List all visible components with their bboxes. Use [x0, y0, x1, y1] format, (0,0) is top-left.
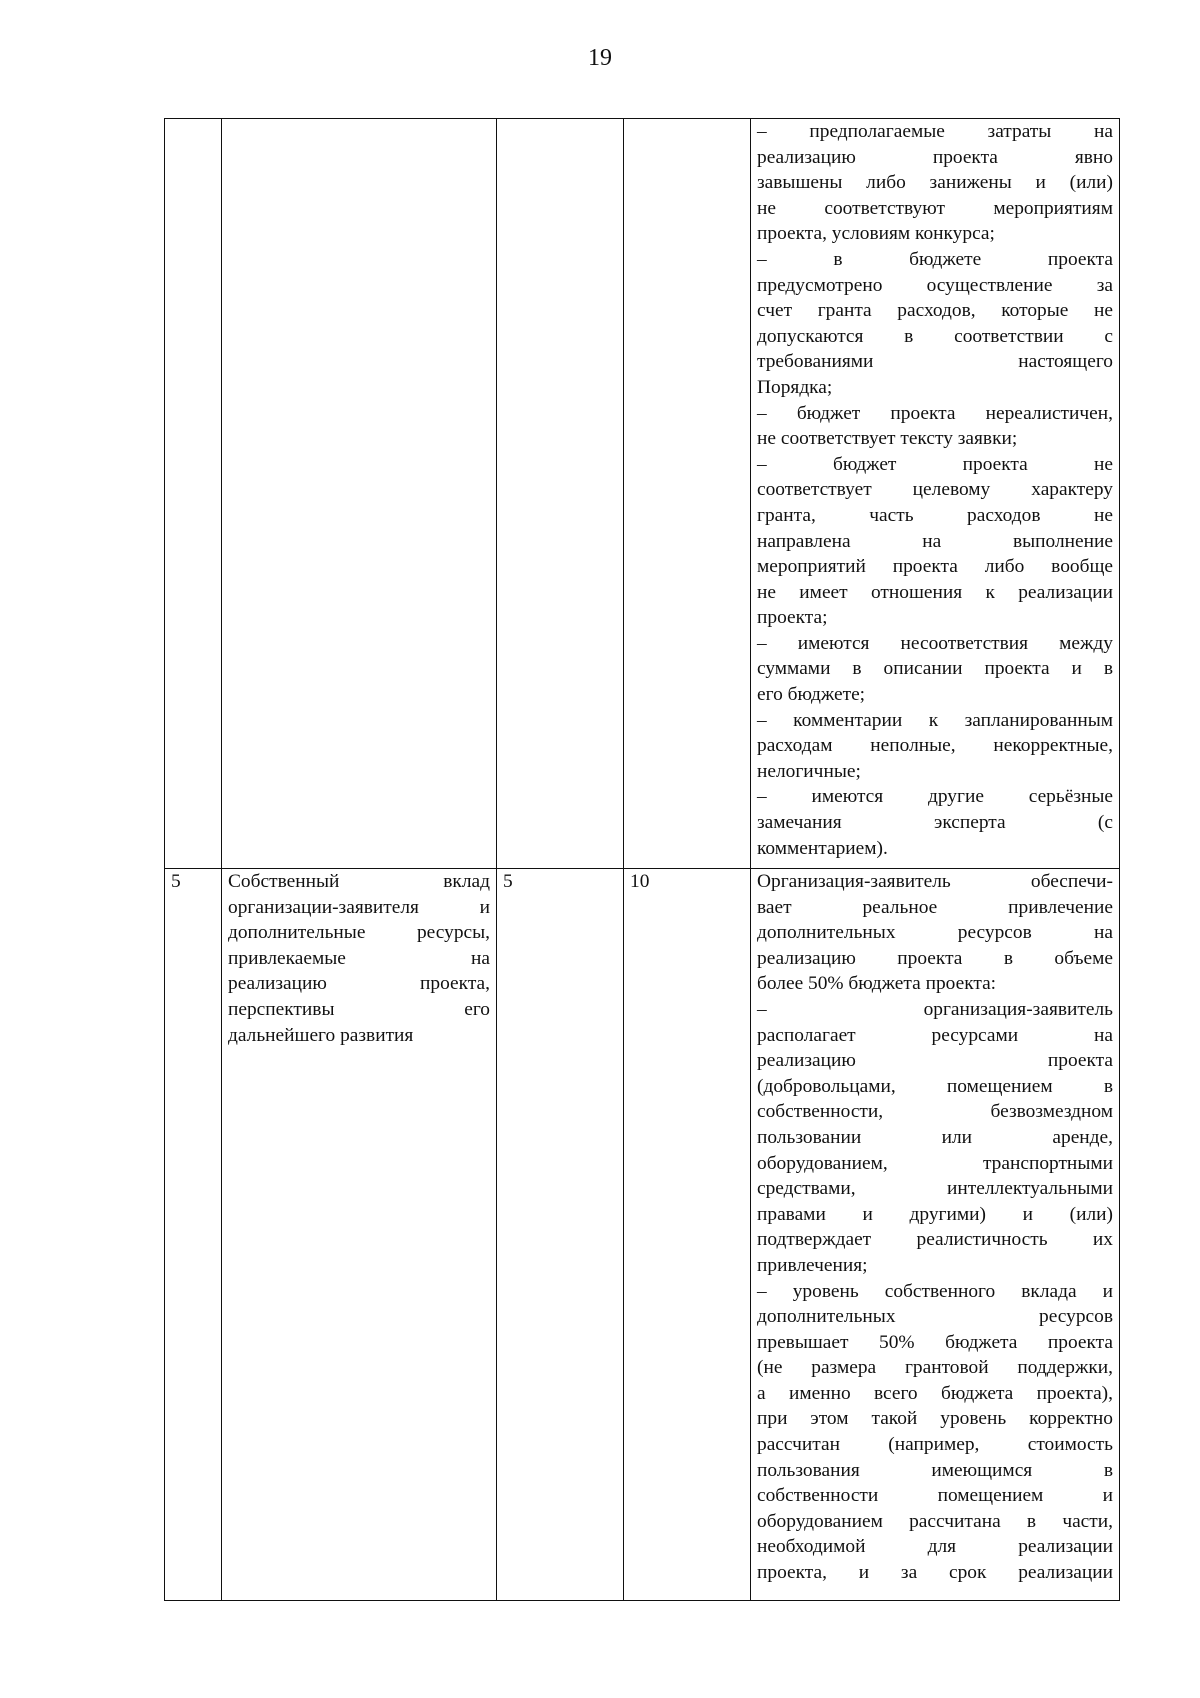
text-line: а именно всего бюджета проекта),	[757, 1382, 1113, 1404]
text-line: (не размера грантовой поддержки,	[757, 1357, 1113, 1379]
text-line: не соответствуют мероприятиям	[757, 197, 1113, 219]
text-line: – предполагаемые затраты на	[757, 121, 1113, 142]
text-line: правами и другими) и (или)	[757, 1203, 1113, 1225]
text-line: направлена на выполнение	[757, 530, 1113, 552]
cell-criterion	[222, 119, 497, 869]
text-line: средствами, интеллектуальными	[757, 1178, 1113, 1200]
text-line: требованиями настоящего	[757, 351, 1113, 373]
text-line: Собственный вклад	[228, 871, 490, 892]
text-line: суммами в описании проекта и в	[757, 658, 1113, 680]
text-line: привлечения;	[757, 1254, 868, 1276]
text-line: комментарием).	[757, 837, 888, 859]
text-line: привлекаемые на	[228, 947, 490, 969]
cell-number	[165, 119, 222, 869]
text-line: проекта, условиям конкурса;	[757, 223, 995, 245]
text-line: не имеет отношения к реализации	[757, 581, 1113, 603]
text-line: предусмотрено осуществление за	[757, 274, 1113, 296]
text-line: замечания эксперта (с	[757, 812, 1113, 834]
text-line: допускаются в соответствии с	[757, 325, 1113, 347]
cell-min-score: 5	[497, 869, 624, 1601]
text-line: его бюджете;	[757, 684, 866, 706]
text-line: реализацию проекта	[757, 1050, 1113, 1072]
cell-max-score: 10	[624, 869, 751, 1601]
criteria-table	[164, 118, 1120, 1601]
text-line: дополнительные ресурсы,	[228, 922, 490, 944]
text-line: дальнейшего развития	[228, 1024, 414, 1046]
text-line: соответствует целевому характеру	[757, 479, 1113, 501]
text-line: пользования имеющимся в	[757, 1459, 1113, 1481]
table-row-5	[165, 869, 1120, 1601]
text-line: более 50% бюджета проекта:	[757, 973, 997, 995]
text-line: Организация-заявитель обеспечи-	[757, 871, 1113, 892]
text-line: при этом такой уровень корректно	[757, 1408, 1113, 1430]
text-line: нелогичные;	[757, 760, 861, 782]
text-line: не соответствует тексту заявки;	[757, 428, 1018, 450]
text-line: вает реальное привлечение	[757, 896, 1113, 918]
text-line: Порядка;	[757, 376, 833, 398]
text-line: необходимой для реализации	[757, 1536, 1113, 1558]
text-line: рассчитан (например, стоимость	[757, 1434, 1113, 1456]
text-line: превышает 50% бюджета проекта	[757, 1331, 1113, 1353]
text-line: расходам неполные, некорректные,	[757, 735, 1113, 757]
text-line: – имеются несоответствия между	[757, 632, 1113, 654]
cell-description	[751, 869, 1120, 1601]
text-line: дополнительных ресурсов	[757, 1306, 1113, 1328]
text-line: дополнительных ресурсов на	[757, 922, 1113, 944]
text-line: реализацию проекта,	[228, 973, 490, 995]
text-line: – комментарии к запланированным	[757, 709, 1113, 731]
text-line: организации-заявителя и	[228, 896, 490, 918]
text-line: – бюджет проекта не	[757, 453, 1113, 475]
text-line: оборудованием, транспортными	[757, 1152, 1113, 1174]
cell-number: 5	[165, 869, 222, 1601]
text-line: – организация-заявитель	[757, 998, 1113, 1020]
cell-criterion	[222, 869, 497, 1601]
text-line: (добровольцами, помещением в	[757, 1075, 1113, 1097]
cell-max-score	[624, 119, 751, 869]
text-line: завышены либо занижены и (или)	[757, 172, 1113, 194]
text-line: – в бюджете проекта	[757, 248, 1113, 270]
text-line: перспективы его	[228, 998, 490, 1020]
page-number: 19	[588, 45, 612, 71]
text-line: проекта, и за срок реализации	[757, 1562, 1113, 1584]
text-line: располагает ресурсами на	[757, 1024, 1113, 1046]
text-line: оборудованием рассчитана в части,	[757, 1510, 1113, 1532]
cell-description	[751, 119, 1120, 869]
text-line: – имеются другие серьёзные	[757, 786, 1113, 808]
text-line: собственности, безвозмездном	[757, 1101, 1113, 1123]
text-line: гранта, часть расходов не	[757, 504, 1113, 526]
text-line: реализацию проекта в объеме	[757, 947, 1113, 969]
text-line: – уровень собственного вклада и	[757, 1280, 1113, 1302]
table-row-continuation	[165, 119, 1120, 869]
text-line: – бюджет проекта нереалистичен,	[757, 402, 1113, 424]
text-line: счет гранта расходов, которые не	[757, 300, 1113, 322]
text-line: подтверждает реалистичность их	[757, 1229, 1113, 1251]
text-line: реализацию проекта явно	[757, 146, 1113, 168]
cell-min-score	[497, 119, 624, 869]
text-line: мероприятий проекта либо вообще	[757, 556, 1113, 578]
text-line: проекта;	[757, 607, 828, 629]
text-line: пользовании или аренде,	[757, 1126, 1113, 1148]
text-line: собственности помещением и	[757, 1485, 1113, 1507]
